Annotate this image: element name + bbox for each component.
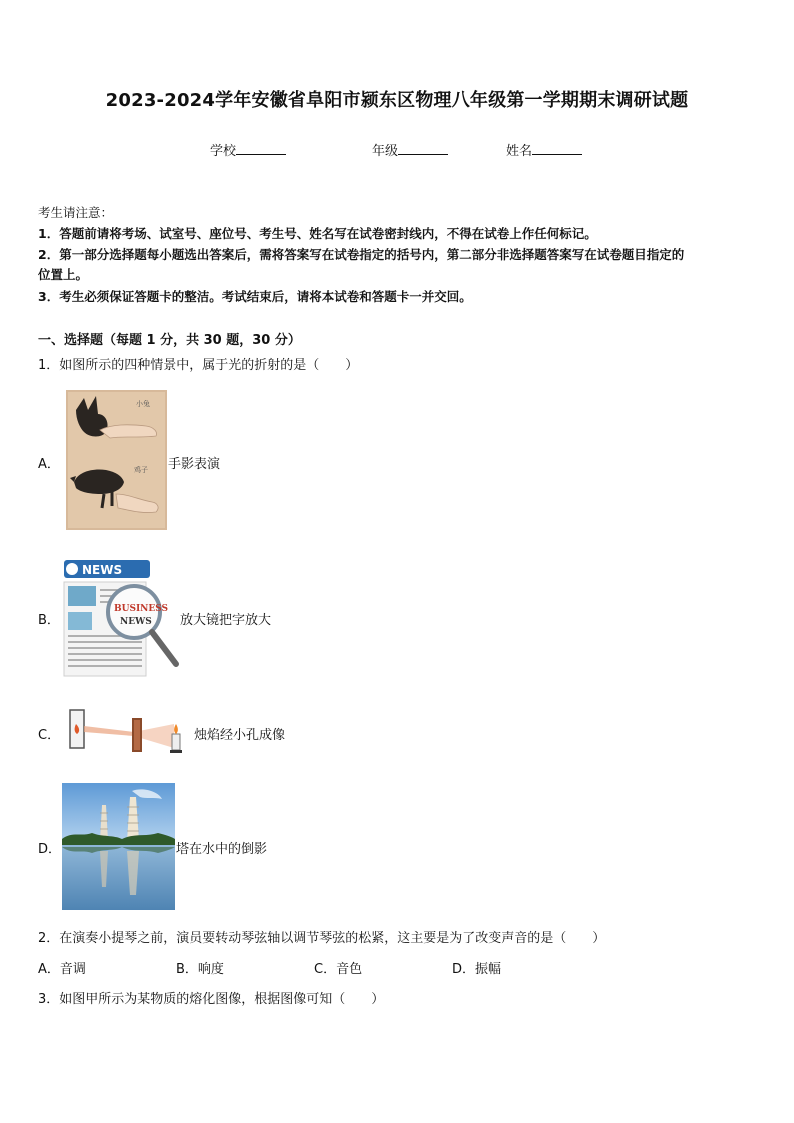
rabbit-caption: 小兔: [136, 400, 150, 408]
school-field: [210, 140, 286, 159]
hand-shadow-image: [66, 390, 167, 530]
page-title: 2023-2024学年安徽省阜阳市颍东区物理八年级第一学期期末调研试题: [105, 90, 689, 111]
business-text: BUSINESS: [114, 604, 169, 614]
notice-item-2-cont: 位置上。: [38, 267, 89, 282]
q1-option-d-letter: D．: [38, 842, 62, 857]
notice-heading: 考生请注意：: [38, 205, 114, 220]
q1-option-b-text: 放大镜把字放大: [180, 613, 272, 628]
grade-label: 年级: [372, 144, 399, 159]
name-field: [506, 140, 582, 159]
q1-stem: 1．如图所示的四种情景中，属于光的折射的是（ ）: [38, 358, 359, 373]
magnifier-news-image: [62, 556, 180, 680]
name-label: 姓名: [506, 144, 533, 159]
grade-field: [372, 140, 448, 159]
notice-item-1: 1．答题前请将考场、试室号、座位号、考生号、姓名写在试卷密封线内，不得在试卷上作任何标记。: [38, 226, 597, 241]
notice-item-2: 2．第一部分选择题每小题选出答案后，需将答案写在试卷指定的括号内，第二部分非选择题答案写在试卷题目指定的: [38, 247, 685, 262]
boar-caption: 鸡子: [134, 466, 148, 474]
q1-option-d-text: 塔在水中的倒影: [176, 842, 268, 857]
school-blank: [236, 142, 286, 155]
q3-stem: 3．如图甲所示为某物质的熔化图像，根据图像可知（ ）: [38, 992, 385, 1007]
pagoda-reflection-image: [62, 783, 175, 910]
q2-option-a: A．音调: [38, 962, 86, 977]
q2-stem: 2．在演奏小提琴之前，演员要转动琴弦轴以调节琴弦的松紧，这主要是为了改变声音的是（ ）: [38, 931, 606, 946]
pinhole-camera-image: [64, 704, 192, 758]
q1-option-c-text: 烛焰经小孔成像: [194, 728, 286, 743]
school-label: 学校: [210, 144, 237, 159]
q1-option-a-letter: A．: [38, 457, 60, 472]
name-blank: [532, 142, 582, 155]
grade-blank: [398, 142, 448, 155]
q2-option-d: D．振幅: [452, 962, 502, 977]
notice-item-3: 3．考生必须保证答题卡的整洁。考试结束后，请将本试卷和答题卡一并交回。: [38, 289, 472, 304]
news-banner-text: NEWS: [82, 563, 123, 577]
news-small-text: NEWS: [120, 617, 152, 627]
q2-option-b: B．响度: [176, 962, 224, 977]
q2-option-c: C．音色: [314, 962, 363, 977]
q1-option-b-letter: B．: [38, 613, 60, 628]
section-heading: 一、选择题（每题 1 分，共 30 题，30 分）: [38, 333, 301, 348]
q1-option-c-letter: C．: [38, 728, 61, 743]
q1-option-a-text: 手影表演: [168, 457, 221, 472]
